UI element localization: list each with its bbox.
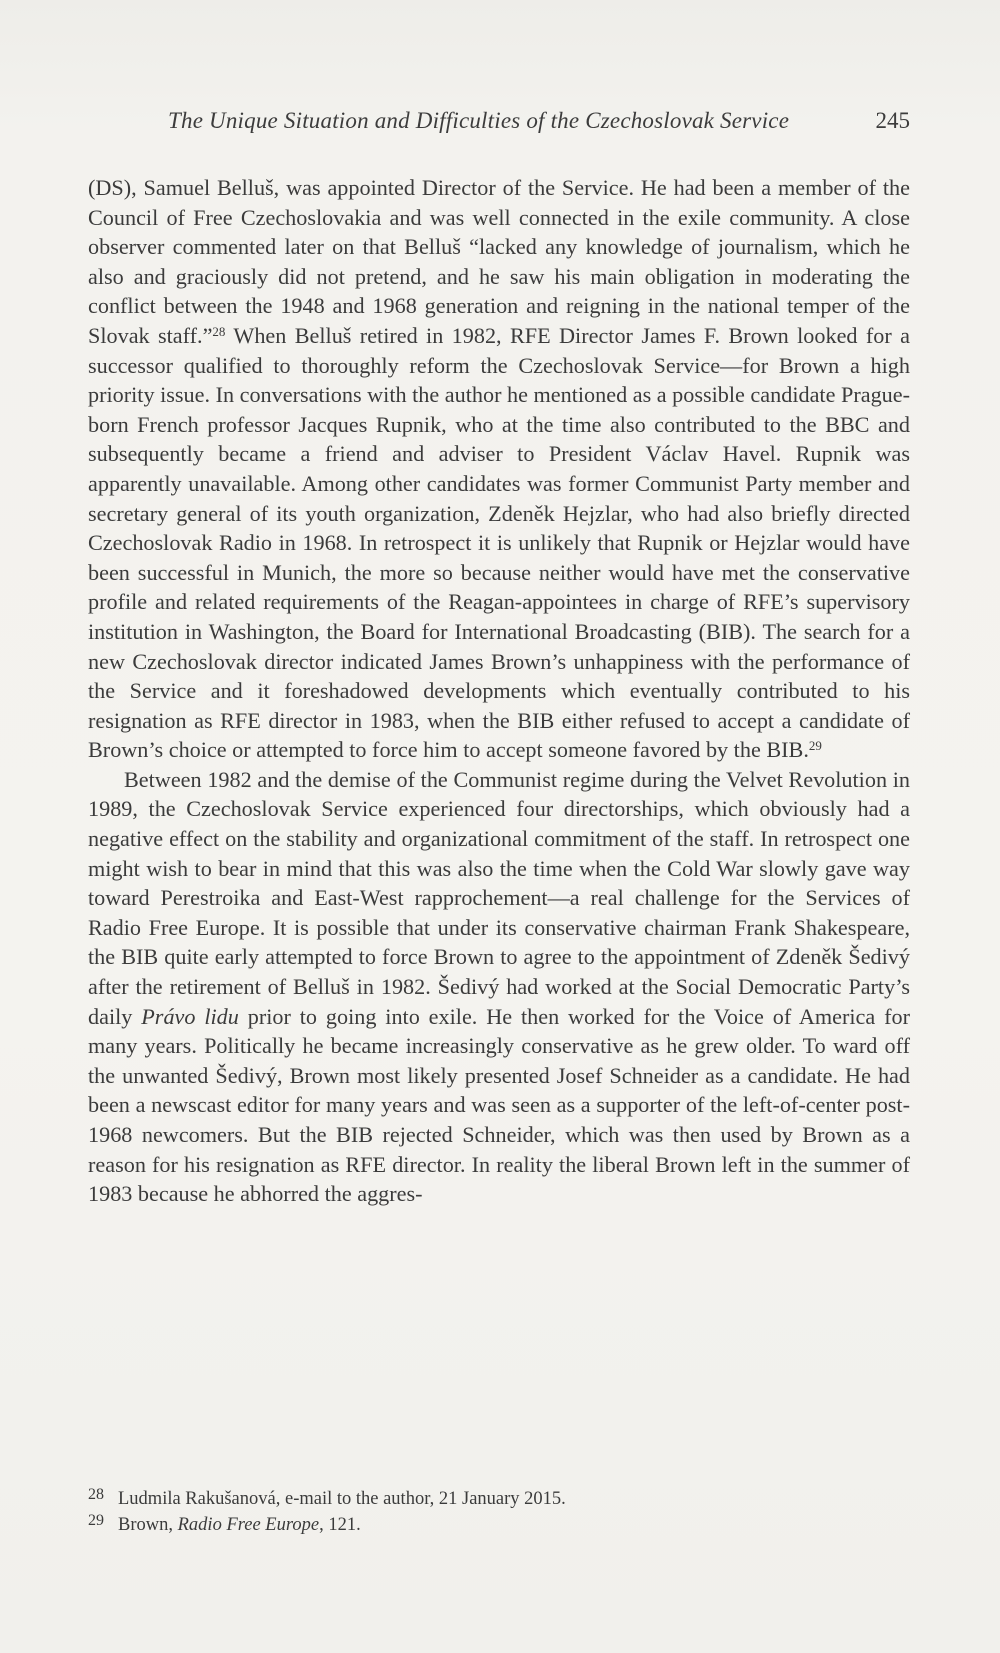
paragraph-2-italic-title: Právo lidu bbox=[141, 1003, 239, 1029]
body-text bbox=[88, 173, 910, 1209]
paragraph-2-text-a: Between 1982 and the demise of the Communist regime during the Velvet Revolution in 1989, the Czechoslovak Service experienced four directorships, which obviously had a negative effect on the stability and organizational commitment of the staff. In retrospect one might wish to bear in mind that this was also the time when the Cold War slowly gave way toward Perestroika and East-West rapprochement—a real challenge for the Services of Radio Free Europe. It is possible that under its conservative chairman Frank Shakespeare, the BIB quite early attempted to force Brown to agree to the appointment of Zdeněk Šedivý after the retirement of Belluš in 1982. Šedivý had worked at the Social Democratic Party’s daily bbox=[88, 766, 910, 1029]
footnote-ref-28[interactable]: 28 bbox=[212, 323, 226, 339]
footnote-italic-title: Radio Free Europe bbox=[177, 1515, 320, 1535]
footnote-text bbox=[118, 1512, 361, 1538]
paragraph-2-text-b: prior to going into exile. He then worked for the Voice of America for many years. Politically he became increasingly conservative as he grew older. To ward off the unwanted Šedivý, Brown most likely presented Josef Schneider as a candidate. He had been a newscast editor for many years and was seen as a supporter of the left-of-center post-1968 newcomers. But the BIB rejected Schneider, which was then used by Brown as a reason for his resignation as RFE director. In reality the liberal Brown left in the summer of 1983 because he abhorred the aggres- bbox=[88, 1003, 911, 1207]
footnote-29 bbox=[88, 1512, 910, 1538]
footnote-number: 29 bbox=[88, 1512, 104, 1529]
footnotes bbox=[88, 1486, 910, 1538]
footnote-text: Ludmila Rakušanová, e-mail to the author, 21 January 2015. bbox=[118, 1489, 566, 1509]
paragraph-1-text-b: When Belluš retired in 1982, RFE Director James F. Brown looked for a successor qualified to thoroughly reform the Czechoslovak Service—for Brown a high priority issue. In conversations with the author he mentioned as a possible candidate Prague-born French professor Jacques Rupnik, who at the time also contributed to the BBC and subsequently became a friend and adviser to President Václav Havel. Rupnik was apparently unavailable. Among other candidates was former Communist Party member and secretary general of its youth organization, Zdeněk Hejzlar, who had also briefly directed Czechoslovak Radio in 1968. In retrospect it is unlikely that Rupnik or Hejzlar would have been successful in Munich, the more so because neither would have met the conservative profile and related requirements of the Reagan-appointees in charge of RFE’s supervisory institution in Washington, the Board for International Broadcasting (BIB). The search for a new Czechoslovak director indicated James Brown’s unhappiness with the performance of the Service and it foreshadowed developments which eventually contributed to his resignation as RFE director in 1983, when the BIB either refused to accept a candidate of Brown’s choice or attempted to force him to accept someone favored by the BIB. bbox=[88, 322, 910, 763]
footnote-text-post: , 121. bbox=[319, 1515, 361, 1535]
page-number: 245 bbox=[875, 108, 910, 133]
running-title: The Unique Situation and Difficulties of the Czechoslovak Service bbox=[168, 108, 790, 133]
footnote-text-pre: Brown, bbox=[118, 1515, 178, 1535]
paragraph-2 bbox=[88, 765, 910, 1209]
footnote-number: 28 bbox=[88, 1486, 104, 1503]
running-head bbox=[88, 108, 910, 142]
footnote-ref-29[interactable]: 29 bbox=[808, 738, 822, 754]
footnote-28 bbox=[88, 1486, 910, 1512]
paragraph-1-text-a: (DS), Samuel Belluš, was appointed Director of the Service. He had been a member of the Council of Free Czechoslovakia and was well connected in the exile community. A close observer commented later on that Belluš “lacked any knowledge of journalism, which he also and graciously did not pretend, and he saw his main obligation in moderating the conflict between the 1948 and 1968 generation and reigning in the national temper of the Slovak staff.” bbox=[88, 175, 910, 348]
paragraph-1 bbox=[88, 173, 910, 765]
